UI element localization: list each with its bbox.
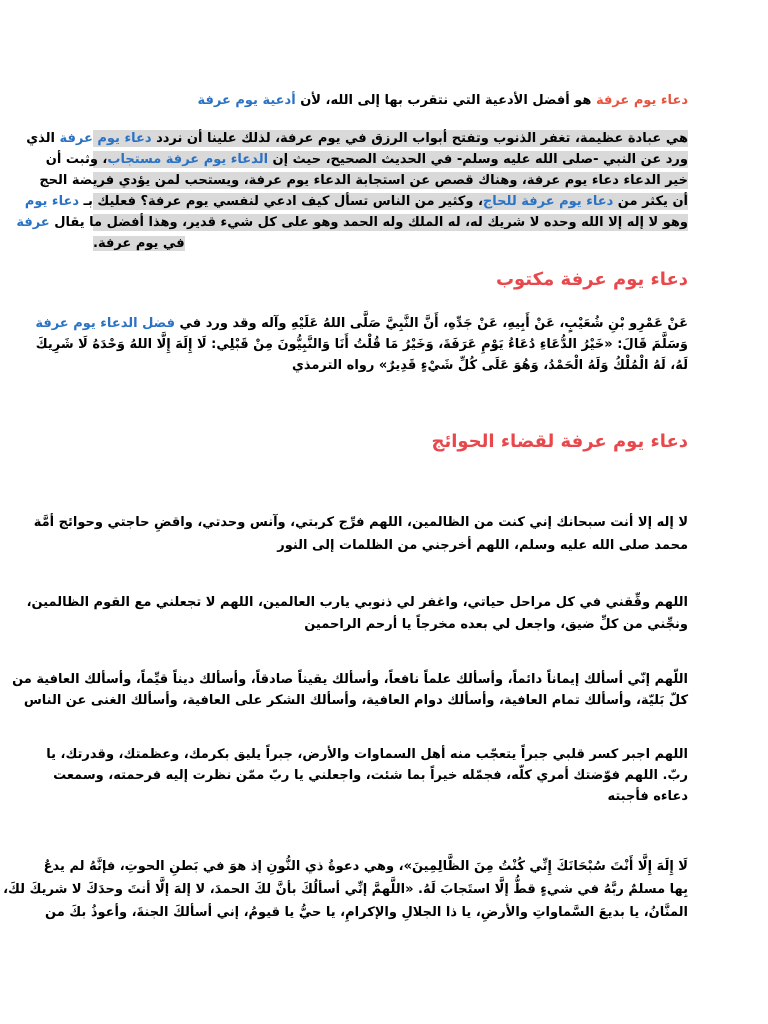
paragraph-text: الذي [26,131,60,146]
text-line: اللّهم إنّي أسألك إيماناً دائماً، وأسألك علماً نافعاً، وأسألك يقيناً صادقاً، وأسألك ديناً قيِّماً، وأسألك العافية من [12,672,688,687]
intro-lead-text: دعاء يوم عرفة [595,93,688,108]
text-line [39,170,688,191]
text-line: كلّ بَليّة، وأسألك تمام العافية، وأسألك دوام العافية، وأسألك الشكر على العافية، وأسألك الغنى عن الناس [23,693,688,708]
paragraph-text: أن يكثر من [613,194,688,209]
text-line: لَهُ، لَهُ الْمُلْكُ وَلَهُ الْحَمْدُ، وَهُوَ عَلَى كُلِّ شَيْءٍ قَدِيرٌ» رواه الترمذي [291,358,688,373]
hadith-text: عَنْ عَمْرِو بْنِ شُعَيْبٍ، عَنْ أَبِيهِ، عَنْ جَدِّهِ، أَنَّ النَّبِيَّ صَلَّى اللهُ عَلَيْهِ وآله وقد ورد في [175,316,688,331]
text-line: لا إله إلا أنت سبحانك إني كنت من الظالمين، اللهم فرِّج كربتي، وآنس وحدتي، واقضِ حاجتي وحوائج أمَّة [33,515,688,530]
paragraph-text: ورد عن النبي -صلى الله عليه وسلم- في الحديث الصحيح، حيث إن [268,152,688,167]
intro-text: هو أفضل الأدعية التي نتقرب بها إلى الله، لأن [295,93,596,108]
virtue-paragraph [16,128,688,254]
text-line: وَسَلَّمَ قَالَ: «خَيْرُ الدُّعَاءِ دُعَاءُ يَوْمِ عَرَفَةَ، وَخَيْرُ مَا قُلْتُ أَنَا وَالنَّبِيُّونَ مِنْ قَبْلِي: لَا إِلَهَ إِلَّا اللهُ وَحْدَهُ لَا شَرِيكَ [35,337,688,352]
text-line: ونجِّني من كلِّ ضيق، واجعل لي بعده مخرجاً يا أرحم الراحمين [304,617,688,632]
text-line [93,233,688,254]
paragraph-text: ، وثبت أن [45,152,108,167]
text-line [35,313,688,334]
supplication-paragraph [33,511,688,557]
text-line: المنَّانُ، يا بديعَ السَّماواتِ والأرضِ، يا ذا الجلالِ والإكرامِ، يا حيُّ يا قيومُ، إني أسألكَ الجنةَ، وأعوذُ بكَ من [45,905,688,920]
supplication-paragraph [3,855,688,924]
supplication-paragraph [26,592,688,636]
text-line: دعاءه فأجبته [607,789,688,804]
supplication-paragraph [12,669,688,711]
section-heading [93,430,688,454]
text-line: اللهم اجبر كسر قلبي جبراً يتعجّب منه أهل السماوات والأرض، جبراً يليق بكرمك، وعظمتك، وقدرتك، يا [46,747,688,762]
paragraph-text: وهو لا إله إلا الله وحده لا شريك له، له الملك وله الحمد وهو على كل شيء قدير، وهذا أفضل ما يقال [49,215,688,230]
answered-supplication-link[interactable]: الدعاء يوم عرفة مستجاب [107,152,269,167]
text-line: محمد صلى الله عليه وسلم، اللهم أخرجني من الظلمات إلى النور [277,538,688,553]
arafah-supplications-link[interactable]: أدعية يوم عرفة [197,93,296,108]
paragraph-text: .في يوم عرفة [93,236,185,251]
text-line [45,149,688,170]
hadith-paragraph [35,313,688,376]
paragraph-text: هي عبادة عظيمة، تغفر الذنوب وتفتح أبواب الرزق في يوم عرفة، لذلك علينا أن نردد [151,131,688,146]
arafah-supplication-link[interactable]: دعاء يوم عرفة [59,131,152,146]
text-line: ربّ. اللهم فوّضتك أمري كلّه، فجمّله خيراً بما شئت، واجعلني يا ربّ ممّن نظرت إليه فرحمته، وسمعت [53,768,688,783]
section-heading [93,268,688,292]
text-line [24,191,688,212]
text-line [93,90,688,111]
text-line: اللهم وفِّقني في كل مراحل حياتي، واغفر لي ذنوبي يارب العالمين، اللهم لا تجعلني مع القوم الظالمين، [26,595,688,610]
text-line: لَا إِلَهَ إِلَّا أَنْتَ سُبْحَانَكَ إِنِّي كُنْتُ مِنَ الظَّالِمِينَ»، وهي دعوةُ ذي النُّونِ إذ هوَ في بَطنِ الحوتِ، فإنَّهُ لم يدعُ [43,859,688,874]
intro-paragraph [93,90,688,111]
text-line [26,128,688,149]
heading-written-supplication: دعاء يوم عرفة مكتوب [495,269,688,290]
pilgrim-supplication-link[interactable]: دعاء يوم عرفة للحاج [482,194,614,209]
paragraph-text: ، وكثير من الناس تسأل كيف ادعي لنفسي يوم عرفة؟ فعليك بـ [79,194,483,209]
virtue-of-supplication-link[interactable]: فضل الدعاء يوم عرفة [35,316,175,331]
heading-needs-supplication: دعاء يوم عرفة لقضاء الحوائج [431,431,688,452]
text-line: بِها مسلمٌ ربَّهُ في شيءٍ قطُّ إلَّا استَجابَ لَهُ. «اللَّهمَّ إنِّي أسألُكَ بأنَّ لكَ الحمدَ، لا إلهَ إلَّا أنتَ وحدَكَ لا شريكَ لكَ، [3,882,688,897]
supplication-paragraph [46,744,688,807]
day-supplication-link[interactable]: دعاء يوم [24,194,80,209]
text-line [16,212,688,233]
arafah-link[interactable]: عرفة [16,215,50,230]
paragraph-text: خير الدعاء دعاء يوم عرفة، وهناك قصص عن استجابة الدعاء يوم عرفة، ويستحب لمن يؤدي فريضة الحج [39,173,688,188]
